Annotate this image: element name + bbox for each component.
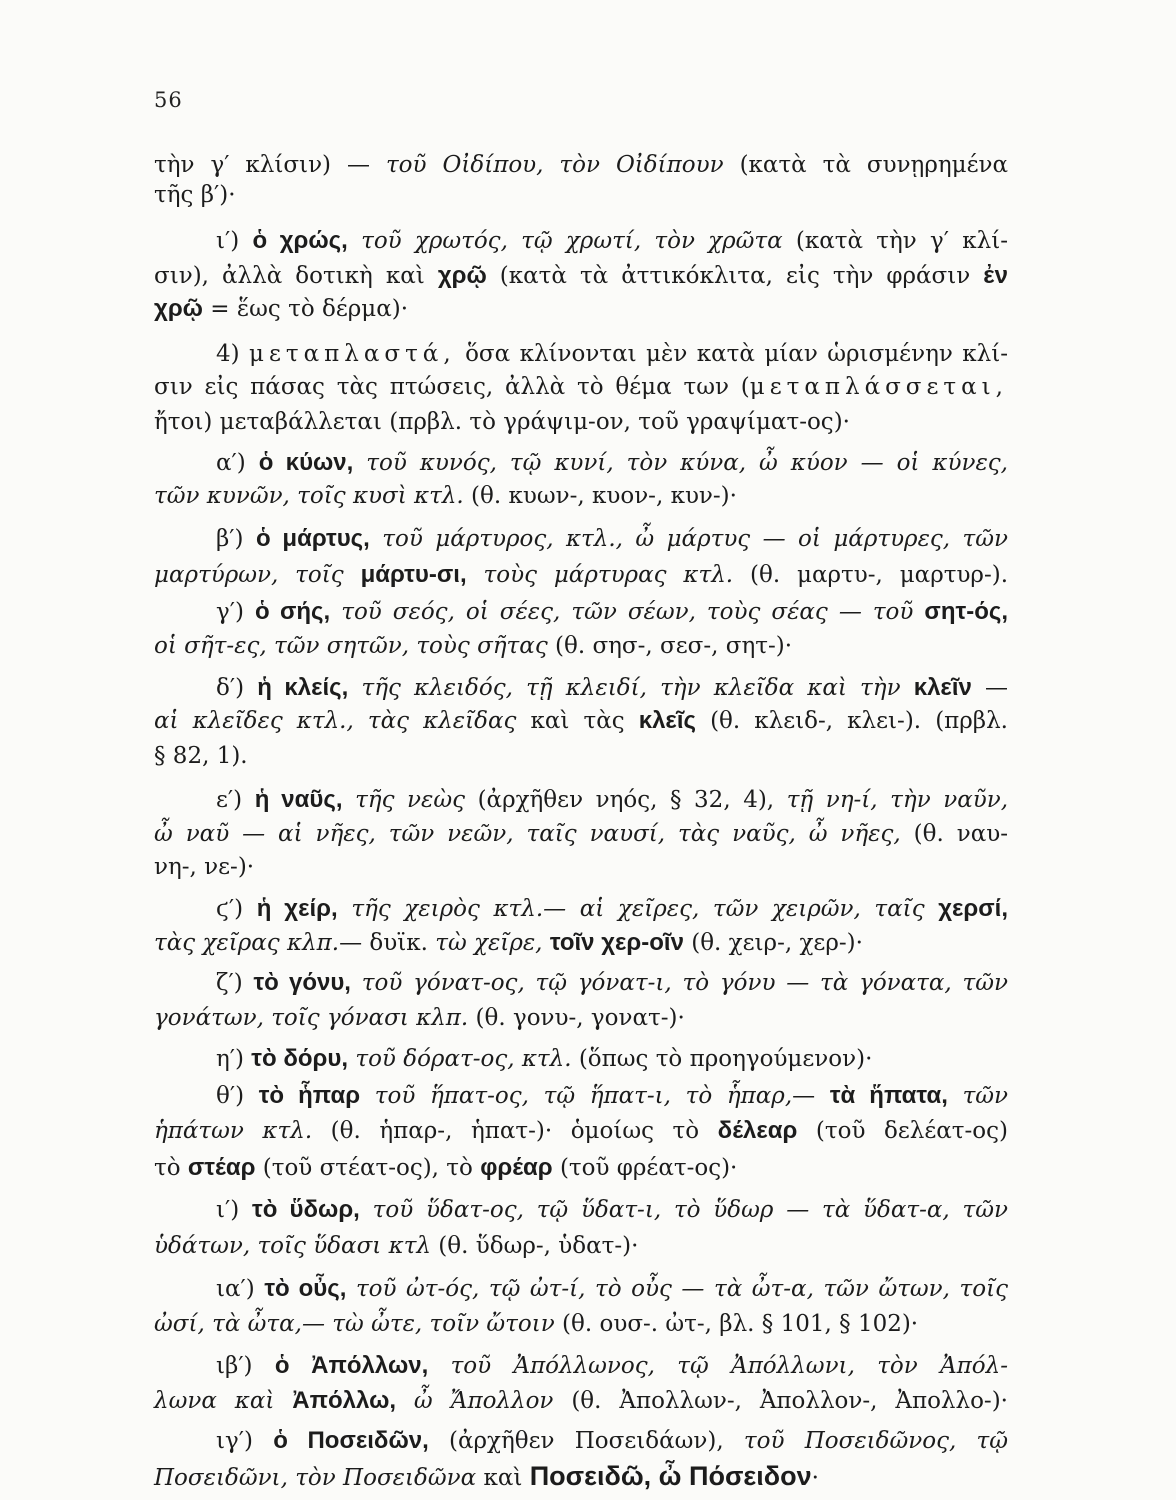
text-segment: ϛ′) xyxy=(216,896,257,922)
text-segment: τοῦ ἥπατ-ος, τῷ ἥπατ-ι, τὸ ἧπαρ, xyxy=(374,1083,793,1109)
text-segment: τὴν γ′ κλίσιν) — xyxy=(154,152,386,178)
text-segment xyxy=(351,970,362,996)
text-segment: — xyxy=(792,1083,830,1109)
text-segment: (θ. ἡπαρ-, ἡπατ-)· ὁμοίως τὸ xyxy=(312,1118,718,1144)
headword: στέαρ xyxy=(187,1154,256,1181)
text-segment xyxy=(360,1197,373,1223)
text-segment: ιβ′) xyxy=(216,1353,275,1379)
text-segment: 4) xyxy=(216,341,250,367)
text-line xyxy=(216,1426,1008,1456)
headword: μάρτυ-σι, xyxy=(360,561,467,588)
text-segment: · xyxy=(811,1465,819,1491)
text-segment: τὼ χεῖρε, xyxy=(435,930,543,956)
text-segment: γονάτων, τοῖς γόνασι κλπ. xyxy=(154,1005,469,1031)
headword: Ἀπόλλω, xyxy=(292,1387,397,1414)
text-segment: (θ. κυων-, κυον-, κυν-)· xyxy=(463,483,737,509)
text-line xyxy=(154,481,1008,511)
text-line xyxy=(154,1003,1008,1033)
text-segment: τοῦ Ἀπόλλωνος, τῷ Ἀπόλλωνι, τὸν Ἀπόλ- xyxy=(450,1353,1008,1379)
headword: τὸ δόρυ, xyxy=(251,1045,349,1072)
headword: κλεῖν xyxy=(913,674,972,701)
text-segment: (θ. χειρ-, χερ-)· xyxy=(683,930,863,956)
text-line xyxy=(216,968,1008,998)
text-segment: τοῦ δόρατ-ος, κτλ. xyxy=(355,1046,572,1072)
text-segment: λωνα καὶ xyxy=(154,1388,293,1414)
text-line xyxy=(216,1351,1008,1381)
text-segment: ζ′) xyxy=(216,970,254,996)
text-line xyxy=(216,1195,1008,1225)
page-number: 56 xyxy=(154,88,183,112)
text-line xyxy=(216,597,1008,627)
text-segment: (θ. Ἀπολλων-, Ἀπολλον-, Ἀπολλο-)· xyxy=(553,1388,1008,1414)
text-segment: ὅσα κλίνονται μὲν κατὰ μίαν ὡρισμένην κλί- xyxy=(455,341,1008,367)
text-line xyxy=(154,294,1008,324)
text-line xyxy=(216,1274,1008,1304)
text-segment: δ′) xyxy=(216,675,258,701)
text-segment: (θ. σησ-, σεσ-, σητ-)· xyxy=(547,633,792,659)
text-segment: (θ. ναυ- xyxy=(900,821,1008,847)
text-line xyxy=(216,894,1008,924)
text-segment xyxy=(543,930,550,956)
text-segment: ἡπάτων κτλ. xyxy=(154,1118,313,1144)
text-line xyxy=(216,524,1008,554)
text-segment: (θ. γονυ-, γονατ-)· xyxy=(468,1005,685,1031)
headword: ἡ χείρ, xyxy=(256,895,338,922)
text-segment: (τοῦ δελέατ-ος) xyxy=(797,1118,1008,1144)
text-segment: — xyxy=(971,675,1008,701)
text-line xyxy=(154,1461,1008,1493)
text-segment: τῇ νη-ί, τὴν ναῦν, xyxy=(786,787,1009,813)
text-segment xyxy=(348,675,361,701)
text-segment: ιγ′) xyxy=(216,1428,274,1454)
text-segment: (κατὰ τὰ ἀττικόκλιτα, εἰς τὴν φράσιν xyxy=(486,263,984,289)
text-segment: αἱ κλεῖδες κτλ., τὰς κλεῖδας xyxy=(154,708,517,734)
text-segment: τῆς κλειδός, τῇ κλειδί, τὴν κλεῖδα καὶ τὴν xyxy=(361,675,914,701)
text-segment: τοῦ σεός, οἱ σέες, τῶν σέων, τοὺς σέας — τοῦ xyxy=(341,599,925,625)
text-segment xyxy=(343,787,356,813)
text-segment: θ′) xyxy=(216,1083,259,1109)
text-segment: τοῦ Ποσειδῶνος, τῷ xyxy=(743,1428,1009,1454)
text-segment: ι′) xyxy=(216,1197,253,1223)
headword: ὁ κύων, xyxy=(258,449,354,476)
text-segment xyxy=(370,526,382,552)
text-segment: Ποσειδῶνι, τὸν Ποσειδῶνα xyxy=(154,1465,477,1491)
text-line xyxy=(216,673,1008,703)
text-line xyxy=(216,785,1008,815)
text-segment: μεταπλαστά, xyxy=(249,341,456,367)
text-segment: τοῦ Οἰδίπου, τὸν Οἰδίπουν xyxy=(385,152,724,178)
text-segment: τοῦ ὕδατ-ος, τῷ ὕδατ-ι, τὸ ὕδωρ — τὰ ὕδατ-α, τῶν xyxy=(372,1197,1008,1223)
text-segment: τὸ xyxy=(154,1155,188,1181)
text-segment: ὠσί, τὰ ὦτα,— τὼ ὦτε, τοῖν ὤτοιν xyxy=(154,1311,555,1337)
text-segment: τὰς χεῖρας κλπ. xyxy=(154,930,340,956)
text-segment: ὦ ναῦ — αἱ νῆες, τῶν νεῶν, ταῖς ναυσί, τὰς ναῦς, ὦ νῆες, xyxy=(154,821,901,847)
text-line xyxy=(154,631,1008,661)
headword: τὸ γόνυ, xyxy=(253,969,351,996)
text-segment: ε′) xyxy=(216,787,255,813)
headword: τοῖν χερ-οῖν xyxy=(549,929,684,956)
text-line xyxy=(154,1231,1008,1261)
headword: ὁ Ποσειδῶν, xyxy=(273,1427,429,1454)
text-segment xyxy=(348,228,361,254)
text-segment: τοὺς μάρτυρας κτλ. xyxy=(483,562,734,588)
headword: χερσί, xyxy=(938,895,1008,922)
text-line xyxy=(154,261,1008,291)
headword: τὸ ἧπαρ xyxy=(258,1082,361,1109)
headword: ἐν xyxy=(983,262,1008,289)
text-segment xyxy=(428,1353,450,1379)
headword: τὰ ἥπατα, xyxy=(829,1082,948,1109)
text-segment: α′) xyxy=(216,450,259,476)
text-segment: (ὅπως τὸ προηγούμενον)· xyxy=(571,1046,873,1072)
text-line xyxy=(154,1309,1008,1339)
text-segment xyxy=(467,562,484,588)
text-segment: ὦ Ἄπολλον xyxy=(413,1388,554,1414)
text-line xyxy=(154,1116,1008,1146)
text-segment: σιν), ἀλλὰ δοτικὴ καὶ xyxy=(154,263,438,289)
text-segment: (θ. ουσ-. ὠτ-, βλ. § 101, § 102)· xyxy=(554,1311,919,1337)
headword: σητ-ός, xyxy=(924,598,1008,625)
text-line xyxy=(154,706,1008,736)
text-line xyxy=(154,1153,1008,1183)
text-segment: τοῦ γόνατ-ος, τῷ γόνατ-ι, τὸ γόνυ — τὰ γόνατα, τῶν xyxy=(361,970,1008,996)
text-segment: τῆς χειρὸς κτλ.— αἱ χεῖρες, τῶν χειρῶν, ταῖς xyxy=(351,896,939,922)
headword: ὁ χρώς, xyxy=(252,227,348,254)
text-line xyxy=(154,150,1008,180)
text-segment: (τοῦ στέατ-ος), τὸ xyxy=(255,1155,481,1181)
text-segment: (κατὰ τὴν γ′ κλί- xyxy=(782,228,1008,254)
text-line xyxy=(154,819,1008,849)
text-segment: ὑδάτων, τοῖς ὕδασι κτλ xyxy=(154,1233,431,1259)
text-line xyxy=(216,226,1008,256)
text-segment: (θ. κλειδ-, κλει-). (πρβλ. xyxy=(695,708,1008,734)
text-segment xyxy=(948,1083,963,1109)
text-segment: τοῦ μάρτυρος, κτλ., ὦ μάρτυς — οἱ μάρτυρες, τῶν xyxy=(382,526,1009,552)
headword: ὁ σής, xyxy=(254,598,331,625)
headword: τὸ οὖς, xyxy=(264,1275,347,1302)
text-segment: = ἕως τὸ δέρμα)· xyxy=(202,296,409,322)
text-segment: (θ. μαρτυ-, μαρτυρ-). xyxy=(733,562,1009,588)
text-segment: ἤτοι) μεταβάλλεται (πρβλ. τὸ γράψιμ-ον, τοῦ γραψίματ-ος)· xyxy=(154,409,850,435)
text-line xyxy=(216,339,1008,369)
headword: ὁ Ἀπόλλων, xyxy=(274,1352,429,1379)
text-segment: τοῦ ὠτ-ός, τῷ ὠτ-ί, τὸ οὖς — τὰ ὦτ-α, τῶν ὤτων, τοῖς xyxy=(355,1276,1009,1302)
text-segment xyxy=(353,450,366,476)
text-line xyxy=(154,560,1008,590)
headword: χρῷ xyxy=(437,262,487,289)
text-segment: μαρτύρων, τοῖς xyxy=(154,562,361,588)
text-segment: τῆς νεὼς xyxy=(355,787,465,813)
text-segment: τοῦ χρωτός, τῷ χρωτί, τὸν χρῶτα xyxy=(361,228,783,254)
text-segment: ι′) xyxy=(216,228,253,254)
text-line xyxy=(154,852,1008,882)
text-segment: § 82, 1). xyxy=(154,743,248,769)
headword: ὁ μάρτυς, xyxy=(255,525,370,552)
text-segment: (τοῦ φρέατ-ος)· xyxy=(552,1155,738,1181)
text-segment: μεταπλάσσεται, xyxy=(749,374,1008,400)
text-segment xyxy=(396,1388,414,1414)
text-segment: — δυϊκ. xyxy=(339,930,436,956)
text-segment: γ′) xyxy=(216,599,255,625)
text-segment: καὶ τὰς xyxy=(516,708,639,734)
text-segment: (θ. ὕδωρ-, ὑδατ-)· xyxy=(431,1233,639,1259)
headword: φρέαρ xyxy=(480,1154,553,1181)
text-segment xyxy=(338,896,352,922)
text-segment xyxy=(346,1276,356,1302)
text-line xyxy=(154,180,1008,210)
text-segment: σιν εἰς πάσας τὰς πτώσεις, ἀλλὰ τὸ θέμα των ( xyxy=(154,374,750,400)
text-segment: (ἀρχῆθεν Ποσειδάων), xyxy=(428,1428,744,1454)
headword: κλεῖς xyxy=(638,707,696,734)
text-line xyxy=(154,407,1008,437)
text-segment: καὶ xyxy=(476,1465,530,1491)
text-line xyxy=(154,928,1008,958)
text-line xyxy=(154,1386,1008,1416)
text-segment: (ἀρχῆθεν νηός, § 32, 4), xyxy=(465,787,787,813)
text-segment: τοῦ κυνός, τῷ κυνί, τὸν κύνα, ὦ κύον — οἱ κύνες, xyxy=(366,450,1008,476)
text-segment: ια′) xyxy=(216,1276,265,1302)
text-segment: (κατὰ τὰ συνῃρημένα xyxy=(723,152,1009,178)
text-line xyxy=(154,372,1008,402)
text-line xyxy=(154,741,1008,771)
headword: ἡ ναῦς, xyxy=(254,786,343,813)
text-line xyxy=(216,448,1008,478)
text-segment xyxy=(330,599,341,625)
text-segment: τῶν κυνῶν, τοῖς κυσὶ κτλ. xyxy=(154,483,464,509)
text-line xyxy=(216,1081,1008,1111)
text-segment xyxy=(360,1083,375,1109)
headword: Ποσειδῶ, ὦ Πόσειδον xyxy=(529,1461,812,1491)
text-segment: τῆς β′)· xyxy=(154,182,236,208)
text-segment: τῶν xyxy=(962,1083,1009,1109)
headword: τὸ ὕδωρ, xyxy=(252,1196,360,1223)
text-segment: οἱ σῆτ-ες, τῶν σητῶν, τοὺς σῆτας xyxy=(154,633,548,659)
text-segment: β′) xyxy=(216,526,256,552)
text-segment: η′) xyxy=(216,1046,252,1072)
text-segment: νη-, νε-)· xyxy=(154,854,255,880)
text-line xyxy=(216,1044,1008,1074)
headword: χρῷ xyxy=(154,295,203,322)
headword: δέλεαρ xyxy=(717,1117,798,1144)
headword: ἡ κλείς, xyxy=(257,674,349,701)
